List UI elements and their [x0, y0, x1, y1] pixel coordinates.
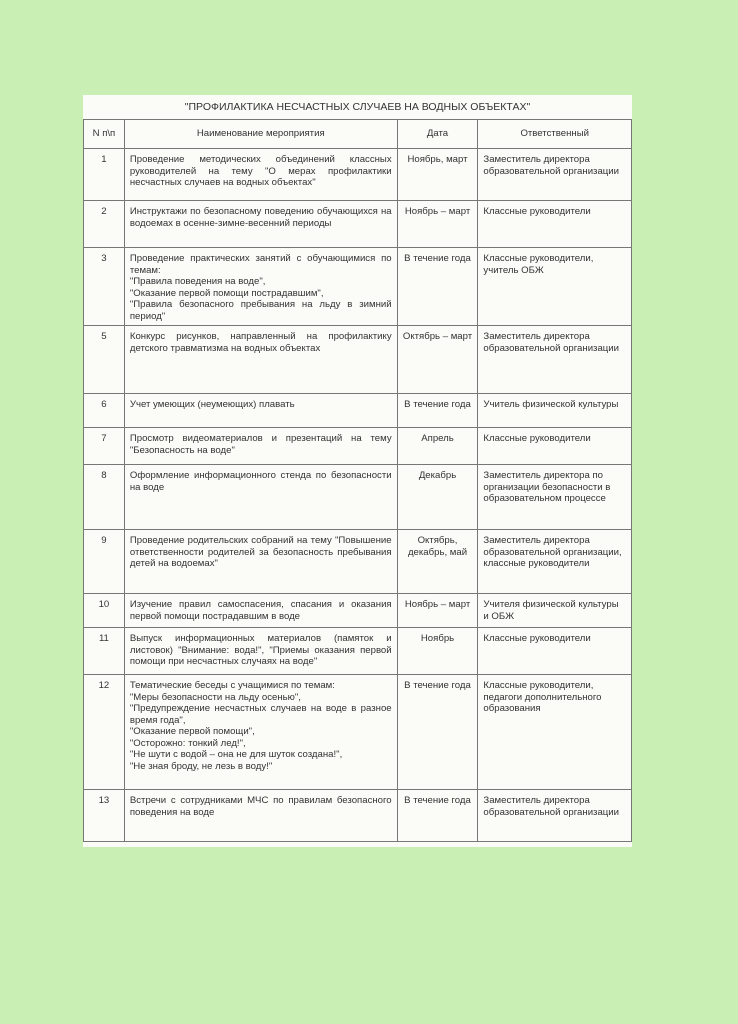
event-name-line: "Оказание первой помощи",: [129, 726, 255, 737]
event-date: В течение года: [397, 394, 478, 428]
event-date: Ноябрь: [397, 628, 478, 675]
row-number: 7: [84, 428, 125, 465]
header-responsible: Ответственный: [478, 120, 632, 149]
event-name: [124, 428, 397, 465]
event-date: В течение года: [397, 248, 478, 326]
event-responsible: Заместитель директора образовательной организации, классные руководители: [478, 530, 632, 594]
event-name: [124, 394, 397, 428]
table-row: [84, 201, 632, 248]
row-number: 13: [84, 790, 125, 842]
table-row: [84, 394, 632, 428]
event-name: [124, 790, 397, 842]
table-row: [84, 594, 632, 628]
event-responsible: Учителя физической культуры и ОБЖ: [478, 594, 632, 628]
table-row: [84, 248, 632, 326]
table-row: [84, 530, 632, 594]
table-row: [84, 628, 632, 675]
event-name: [124, 201, 397, 248]
event-responsible: Учитель физической культуры: [478, 394, 632, 428]
event-name: [124, 628, 397, 675]
event-name-line: Изучение правил самоспасения, спасания и оказания первой помощи пострадавшим в воде: [129, 599, 392, 622]
header-date: Дата: [397, 120, 478, 149]
event-date: Октябрь – март: [397, 326, 478, 394]
event-name-line: Учет умеющих (неумеющих) плавать: [129, 399, 295, 410]
event-responsible: Заместитель директора образовательной организации: [478, 149, 632, 201]
event-name-line: "Предупреждение несчастных случаев на воде в разное время года",: [129, 703, 392, 726]
row-number: 3: [84, 248, 125, 326]
event-date: В течение года: [397, 790, 478, 842]
event-name-line: Проведение родительских собраний на тему "Повышение ответственности родителей за безопасность пребывания детей на водоемах": [129, 535, 392, 569]
event-name: [124, 594, 397, 628]
event-name-line: Встречи с сотрудниками МЧС по правилам безопасного поведения на воде: [129, 795, 392, 818]
event-responsible: Классные руководители: [478, 628, 632, 675]
event-responsible: Заместитель директора образовательной организации: [478, 326, 632, 394]
event-name: [124, 326, 397, 394]
table-row: [84, 790, 632, 842]
event-name-line: Проведение практических занятий с обучающимися по темам:: [129, 253, 392, 276]
table-header-row: [84, 120, 632, 149]
event-date: Октябрь, декабрь, май: [397, 530, 478, 594]
event-date: Ноябрь – март: [397, 201, 478, 248]
event-name-line: "Не шути с водой – она не для шуток создана!",: [129, 749, 343, 760]
table-row: [84, 149, 632, 201]
event-date: Апрель: [397, 428, 478, 465]
row-number: 10: [84, 594, 125, 628]
event-name-line: Оформление информационного стенда по безопасности на воде: [129, 470, 392, 493]
event-name: [124, 248, 397, 326]
event-date: В течение года: [397, 675, 478, 790]
event-name-line: "Оказание первой помощи пострадавшим",: [129, 287, 324, 299]
events-table: [83, 119, 632, 842]
table-row: [84, 428, 632, 465]
row-number: 8: [84, 465, 125, 530]
document-page: [83, 95, 632, 847]
event-name: [124, 675, 397, 790]
row-number: 2: [84, 201, 125, 248]
row-number: 5: [84, 326, 125, 394]
header-number: N п\п: [84, 120, 125, 149]
row-number: 12: [84, 675, 125, 790]
event-name-line: "Осторожно: тонкий лед!",: [129, 737, 246, 749]
event-name-line: "Правила поведения на воде",: [129, 276, 266, 287]
event-name: [124, 530, 397, 594]
event-responsible: Заместитель директора по организации безопасности в образовательном процессе: [478, 465, 632, 530]
row-number: 6: [84, 394, 125, 428]
event-name-line: Инструктажи по безопасному поведению обучающихся на водоемах в осенне-зимне-весенний периоды: [129, 206, 392, 229]
table-row: [84, 675, 632, 790]
table-row: [84, 326, 632, 394]
event-name-line: Просмотр видеоматериалов и презентаций на тему "Безопасность на воде": [129, 433, 392, 456]
event-responsible: Классные руководители, педагоги дополнительного образования: [478, 675, 632, 790]
table-row: [84, 465, 632, 530]
event-date: Ноябрь – март: [397, 594, 478, 628]
event-name: [124, 465, 397, 530]
event-name-line: Конкурс рисунков, направленный на профилактику детского травматизма на водных объектах: [129, 331, 392, 354]
event-responsible: Классные руководители: [478, 428, 632, 465]
event-name-line: Тематические беседы с учащимися по темам:: [129, 680, 335, 691]
event-name-line: "Правила безопасного пребывания на льду в зимний период": [129, 299, 392, 322]
event-responsible: Заместитель директора образовательной организации: [478, 790, 632, 842]
row-number: 11: [84, 628, 125, 675]
document-title: "ПРОФИЛАКТИКА НЕСЧАСТНЫХ СЛУЧАЕВ НА ВОДНЫХ ОБЪЕКТАХ": [184, 101, 531, 113]
event-responsible: Классные руководители, учитель ОБЖ: [478, 248, 632, 326]
event-name-line: Выпуск информационных материалов (памяток и листовок) "Внимание: вода!", "Приемы оказания первой помощи при несчастных случаях на воде": [129, 633, 392, 667]
header-name: Наименование мероприятия: [124, 120, 397, 149]
event-responsible: Классные руководители: [478, 201, 632, 248]
event-name-line: "Меры безопасности на льду осенью",: [129, 691, 301, 703]
row-number: 1: [84, 149, 125, 201]
event-name: [124, 149, 397, 201]
event-name-line: Проведение методических объединений классных руководителей на тему "О мерах профилактики несчастных случаев на водных объектах": [129, 154, 392, 188]
event-date: Декабрь: [397, 465, 478, 530]
row-number: 9: [84, 530, 125, 594]
event-name-line: "Не зная броду, не лезь в воду!": [129, 760, 273, 772]
event-date: Ноябрь, март: [397, 149, 478, 201]
